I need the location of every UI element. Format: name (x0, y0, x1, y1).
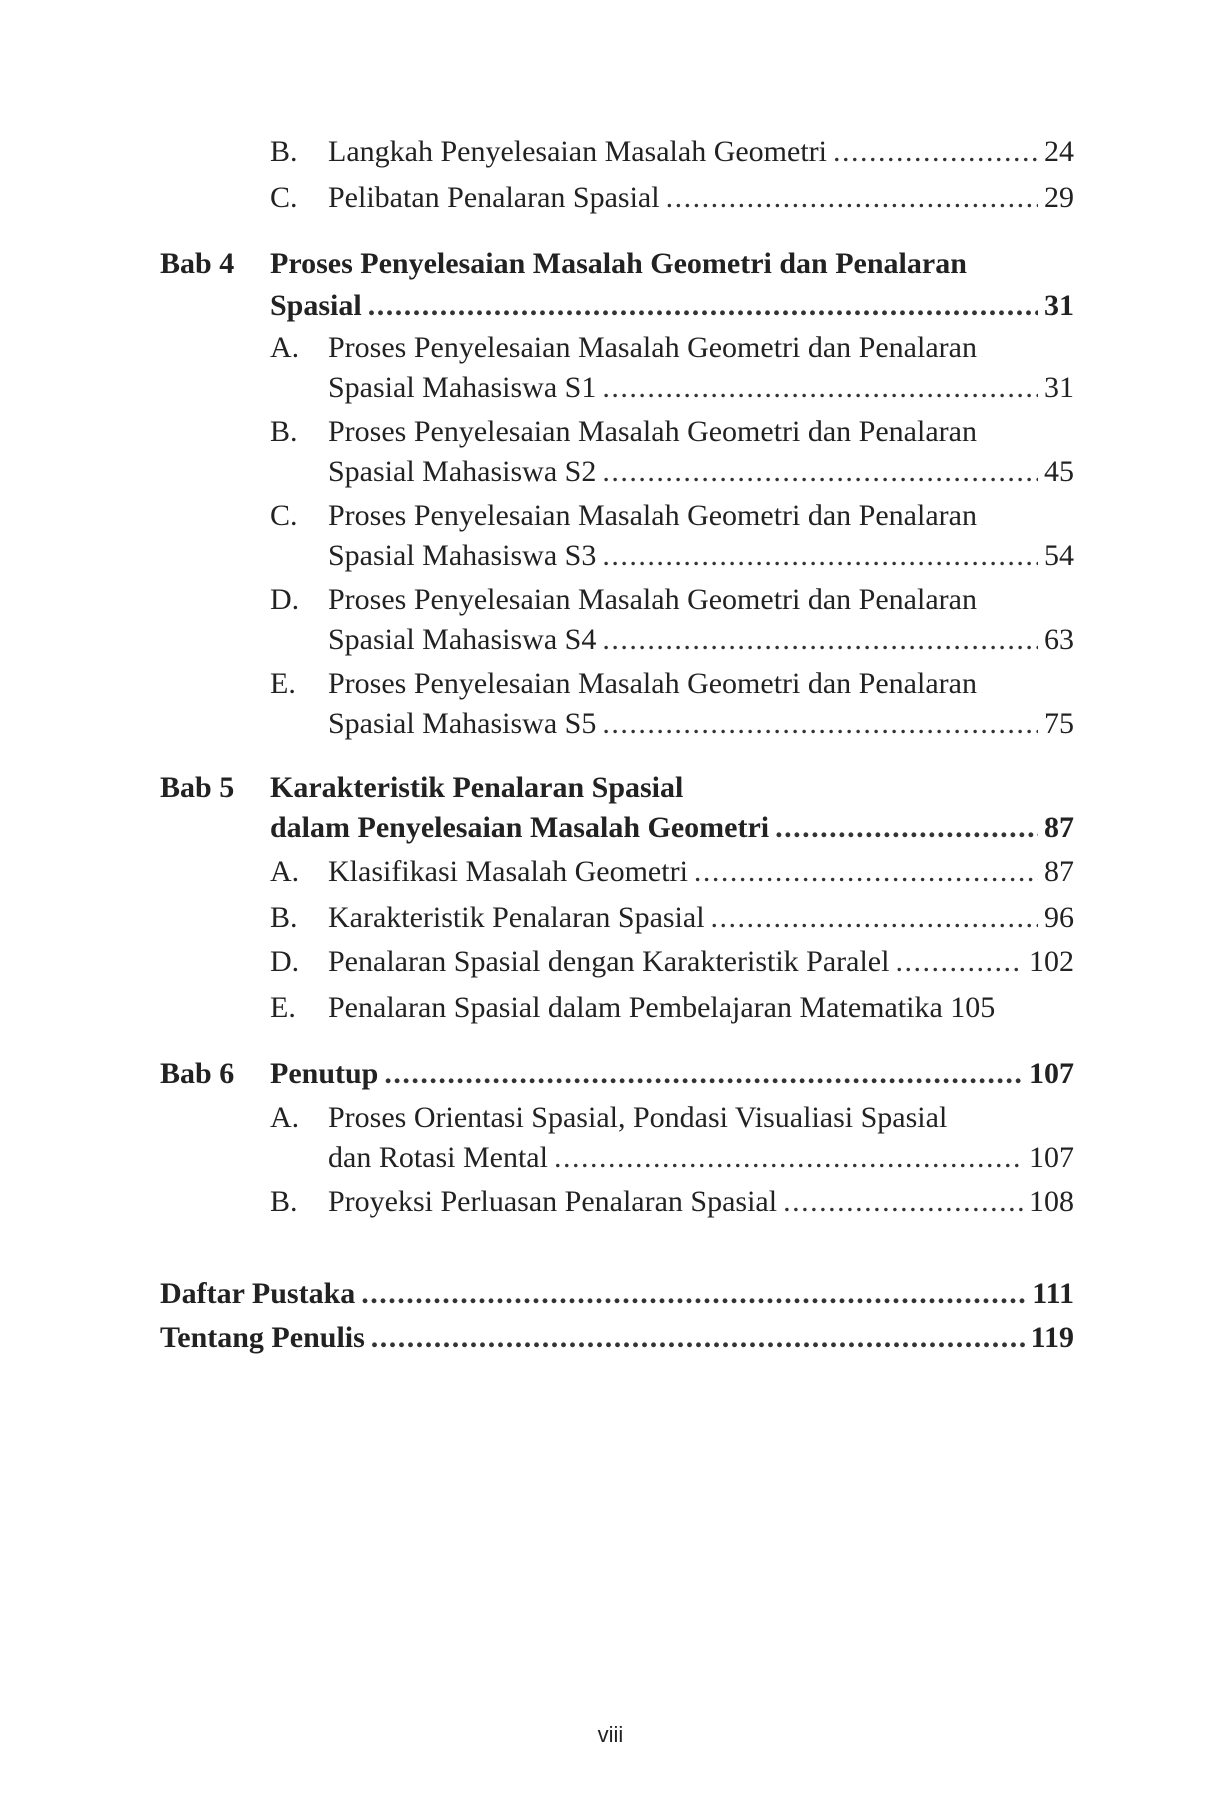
toc-entry-cont[interactable] (160, 534, 1074, 578)
chapter-title-line2: dalam Penyelesaian Masalah Geometri (270, 811, 770, 844)
dot-leader (711, 896, 1038, 940)
entry-page: 96 (1044, 901, 1074, 934)
entry-row (328, 366, 1074, 410)
entry-page: 87 (1044, 811, 1074, 844)
entry-title-line2: Spasial Mahasiswa S5 (328, 707, 597, 740)
toc-entry[interactable] (160, 662, 1074, 706)
entry-letter: B. (270, 135, 298, 168)
entry-title: Langkah Penyelesaian Masalah Geometri (328, 135, 827, 168)
entry-title: Penalaran Spasial dengan Karakteristik Paralel (328, 945, 890, 978)
entry-page: 29 (1044, 181, 1074, 214)
toc-entry[interactable] (160, 176, 1074, 220)
entry-title: Pelibatan Penalaran Spasial (328, 181, 660, 214)
toc-entry[interactable] (160, 896, 1074, 940)
toc-entry-bibliography[interactable] (160, 1272, 1074, 1316)
entry-page: 107 (1029, 1057, 1074, 1090)
page-number: viii (597, 1722, 624, 1747)
entry-row (270, 806, 1074, 850)
entry-title-line2: Spasial Mahasiswa S4 (328, 623, 597, 656)
dot-leader (602, 366, 1038, 410)
dot-leader (371, 1316, 1025, 1360)
entry-row (328, 896, 1074, 940)
entry-title: Proyeksi Perluasan Penalaran Spasial (328, 1185, 778, 1218)
entry-row (328, 534, 1074, 578)
toc-entry[interactable] (160, 326, 1074, 370)
entry-title-line1: Proses Penyelesaian Masalah Geometri dan Penalaran (328, 499, 977, 532)
entry-title: Penalaran Spasial dalam Pembelajaran Matematika 105 (328, 991, 996, 1024)
entry-row (160, 1316, 1074, 1360)
entry-title-line2: Spasial Mahasiswa S2 (328, 455, 597, 488)
chapter-heading[interactable] (160, 1052, 1074, 1096)
chapter-heading-cont[interactable] (160, 284, 1074, 328)
entry-page: 107 (1029, 1141, 1074, 1174)
entry-letter: E. (270, 667, 296, 700)
toc-entry[interactable] (160, 986, 1074, 1030)
entry-row (328, 702, 1074, 746)
entry-title: Daftar Pustaka (160, 1277, 356, 1310)
entry-page: 108 (1029, 1185, 1074, 1218)
entry-letter: B. (270, 1185, 298, 1218)
toc-entry[interactable] (160, 940, 1074, 984)
chapter-title: Penutup (270, 1057, 379, 1090)
chapter-heading-cont[interactable] (160, 806, 1074, 850)
entry-title-line1: Proses Orientasi Spasial, Pondasi Visualiasi Spasial (328, 1101, 948, 1134)
chapter-label: Bab 6 (160, 1057, 235, 1090)
entry-row (160, 1272, 1074, 1316)
entry-letter: D. (270, 945, 300, 978)
entry-row (328, 450, 1074, 494)
entry-letter: A. (270, 331, 300, 364)
dot-leader (368, 284, 1038, 328)
entry-row (328, 130, 1074, 174)
entry-title-line1: Proses Penyelesaian Masalah Geometri dan Penalaran (328, 331, 977, 364)
entry-page: 24 (1044, 135, 1074, 168)
chapter-label: Bab 4 (160, 247, 235, 280)
chapter-title-line2: Spasial (270, 289, 362, 322)
dot-leader (554, 1136, 1023, 1180)
dot-leader (694, 850, 1038, 894)
entry-title: Tentang Penulis (160, 1321, 365, 1354)
entry-title-line1: Proses Penyelesaian Masalah Geometri dan Penalaran (328, 415, 977, 448)
toc-entry-about-author[interactable] (160, 1316, 1074, 1360)
toc-entry-cont[interactable] (160, 618, 1074, 662)
entry-title-line1: Proses Penyelesaian Masalah Geometri dan Penalaran (328, 667, 977, 700)
chapter-heading[interactable] (160, 242, 1074, 286)
entry-row (328, 618, 1074, 662)
entry-page: 45 (1044, 455, 1074, 488)
toc-entry[interactable] (160, 130, 1074, 174)
entry-row (270, 1052, 1074, 1096)
entry-page: 31 (1044, 371, 1074, 404)
dot-leader (783, 1180, 1023, 1224)
toc-entry[interactable] (160, 410, 1074, 454)
dot-leader (775, 806, 1038, 850)
entry-row (270, 284, 1074, 328)
entry-letter: A. (270, 855, 300, 888)
toc-entry[interactable] (160, 1096, 1074, 1140)
entry-page: 119 (1030, 1321, 1074, 1354)
dot-leader (361, 1272, 1026, 1316)
dot-leader (602, 618, 1038, 662)
entry-page: 75 (1044, 707, 1074, 740)
chapter-title-line1: Proses Penyelesaian Masalah Geometri dan Penalaran (270, 247, 967, 280)
chapter-heading[interactable] (160, 766, 1074, 810)
toc-entry-cont[interactable] (160, 1136, 1074, 1180)
entry-letter: B. (270, 901, 298, 934)
entry-letter: A. (270, 1101, 300, 1134)
entry-page: 102 (1029, 945, 1074, 978)
entry-row (328, 1136, 1074, 1180)
entry-letter: C. (270, 499, 298, 532)
entry-title: Karakteristik Penalaran Spasial (328, 901, 705, 934)
entry-title-line1: Proses Penyelesaian Masalah Geometri dan Penalaran (328, 583, 977, 616)
chapter-label: Bab 5 (160, 771, 235, 804)
dot-leader (602, 450, 1038, 494)
entry-letter: E. (270, 991, 296, 1024)
entry-row (328, 176, 1074, 220)
dot-leader (895, 940, 1023, 984)
entry-page: 31 (1044, 289, 1074, 322)
entry-title-line2: dan Rotasi Mental (328, 1141, 548, 1174)
entry-title-line2: Spasial Mahasiswa S1 (328, 371, 597, 404)
entry-title: Klasifikasi Masalah Geometri (328, 855, 688, 888)
entry-letter: D. (270, 583, 300, 616)
toc-entry[interactable] (160, 1180, 1074, 1224)
toc-entry-cont[interactable] (160, 702, 1074, 746)
entry-letter: C. (270, 181, 298, 214)
dot-leader (384, 1052, 1023, 1096)
entry-page: 111 (1032, 1277, 1074, 1310)
entry-page: 63 (1044, 623, 1074, 656)
chapter-title-line1: Karakteristik Penalaran Spasial (270, 771, 684, 804)
entry-page: 87 (1044, 855, 1074, 888)
dot-leader (666, 176, 1038, 220)
dot-leader (602, 702, 1038, 746)
toc-entry-cont[interactable] (160, 450, 1074, 494)
dot-leader (833, 130, 1038, 174)
toc-entry[interactable] (160, 850, 1074, 894)
entry-row (328, 1180, 1074, 1224)
toc-entry[interactable] (160, 494, 1074, 538)
entry-row (328, 940, 1074, 984)
entry-title-line2: Spasial Mahasiswa S3 (328, 539, 597, 572)
toc-entry-cont[interactable] (160, 366, 1074, 410)
toc-entry[interactable] (160, 578, 1074, 622)
dot-leader (602, 534, 1038, 578)
entry-row (328, 850, 1074, 894)
entry-page: 54 (1044, 539, 1074, 572)
entry-letter: B. (270, 415, 298, 448)
